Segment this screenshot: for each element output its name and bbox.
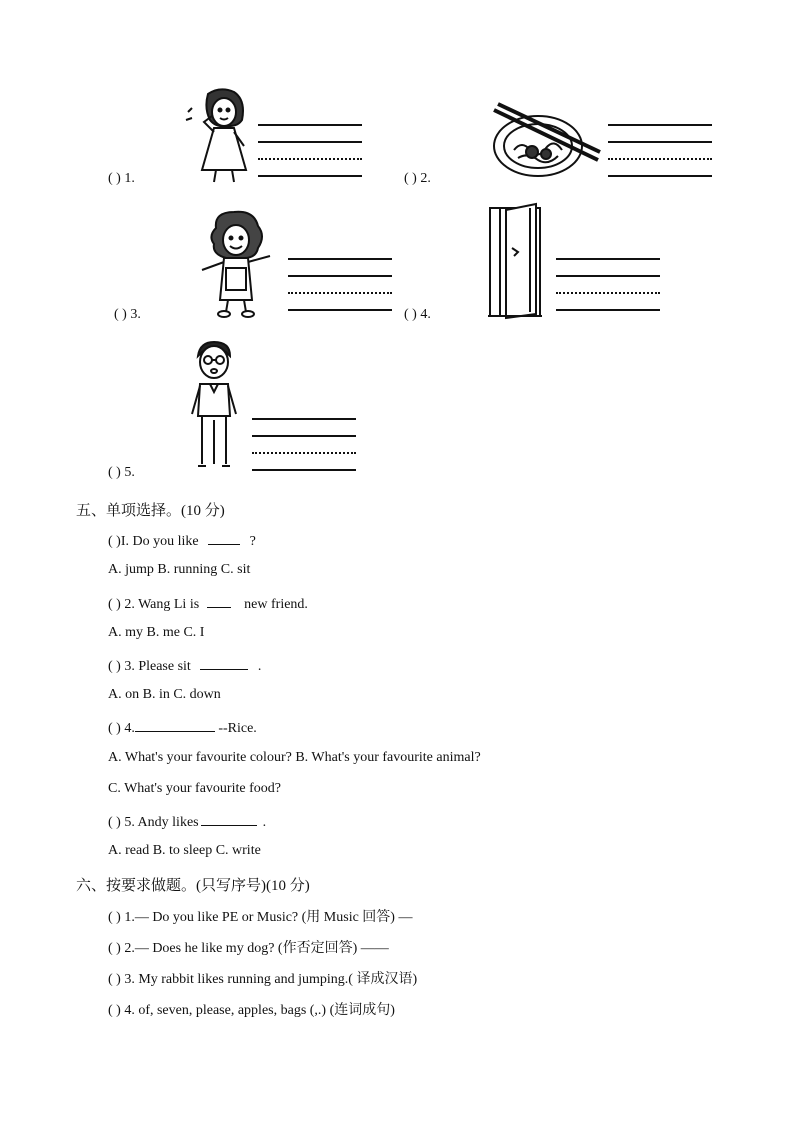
answer-blank[interactable] xyxy=(135,718,215,732)
s6-question-1: ( ) 1.— Do you like PE or Music? (用 Music 回答) — xyxy=(108,910,413,925)
woman-picture xyxy=(196,208,278,320)
answer-lines-5 xyxy=(252,418,356,486)
s6-question-4: ( ) 4. of, seven, please, apples, bags (,.) (连词成句) xyxy=(108,1003,395,1018)
item-3-label: ( ) 3. xyxy=(114,307,141,322)
s5-question-2: ( ) 2. Wang Li is new friend. xyxy=(108,594,308,613)
section-5-heading: 五、单项选择。(10 分) xyxy=(76,503,225,519)
item-2-label: ( ) 2. xyxy=(404,171,431,186)
section-6-heading: 六、按要求做题。(只写序号)(10 分) xyxy=(76,878,310,894)
girl-picture xyxy=(180,86,260,184)
s5-options-2: A. my B. me C. I xyxy=(108,625,205,640)
item-1-label: ( ) 1. xyxy=(108,171,135,186)
answer-blank[interactable] xyxy=(200,656,248,670)
s5-question-3: ( ) 3. Please sit . xyxy=(108,656,261,675)
noodle-bowl-picture xyxy=(488,100,603,185)
boy-picture xyxy=(186,340,242,474)
s5-options-4b: C. What's your favourite food? xyxy=(108,781,281,796)
answer-lines-2 xyxy=(608,124,712,192)
answer-blank[interactable] xyxy=(208,531,240,545)
s5-options-1: A. jump B. running C. sit xyxy=(108,562,251,577)
s6-question-3: ( ) 3. My rabbit likes running and jumping.( 译成汉语) xyxy=(108,972,418,987)
s5-question-1: ( )I. Do you like ? xyxy=(108,531,256,550)
answer-blank[interactable] xyxy=(201,812,257,826)
s5-question-5: ( ) 5. Andy likes . xyxy=(108,812,266,831)
answer-lines-3 xyxy=(288,258,392,326)
item-4-label: ( ) 4. xyxy=(404,307,431,322)
answer-blank[interactable] xyxy=(207,594,231,608)
s6-question-2: ( ) 2.— Does he like my dog? (作否定回答) —— xyxy=(108,941,389,956)
answer-lines-4 xyxy=(556,258,660,326)
s5-options-5: A. read B. to sleep C. write xyxy=(108,843,261,858)
s5-question-4: ( ) 4. --Rice. xyxy=(108,718,257,737)
s5-options-3: A. on B. in C. down xyxy=(108,687,221,702)
door-picture xyxy=(484,200,544,320)
answer-lines-1 xyxy=(258,124,362,192)
item-5-label: ( ) 5. xyxy=(108,465,135,480)
s5-options-4a: A. What's your favourite colour? B. What's your favourite animal? xyxy=(108,750,481,765)
